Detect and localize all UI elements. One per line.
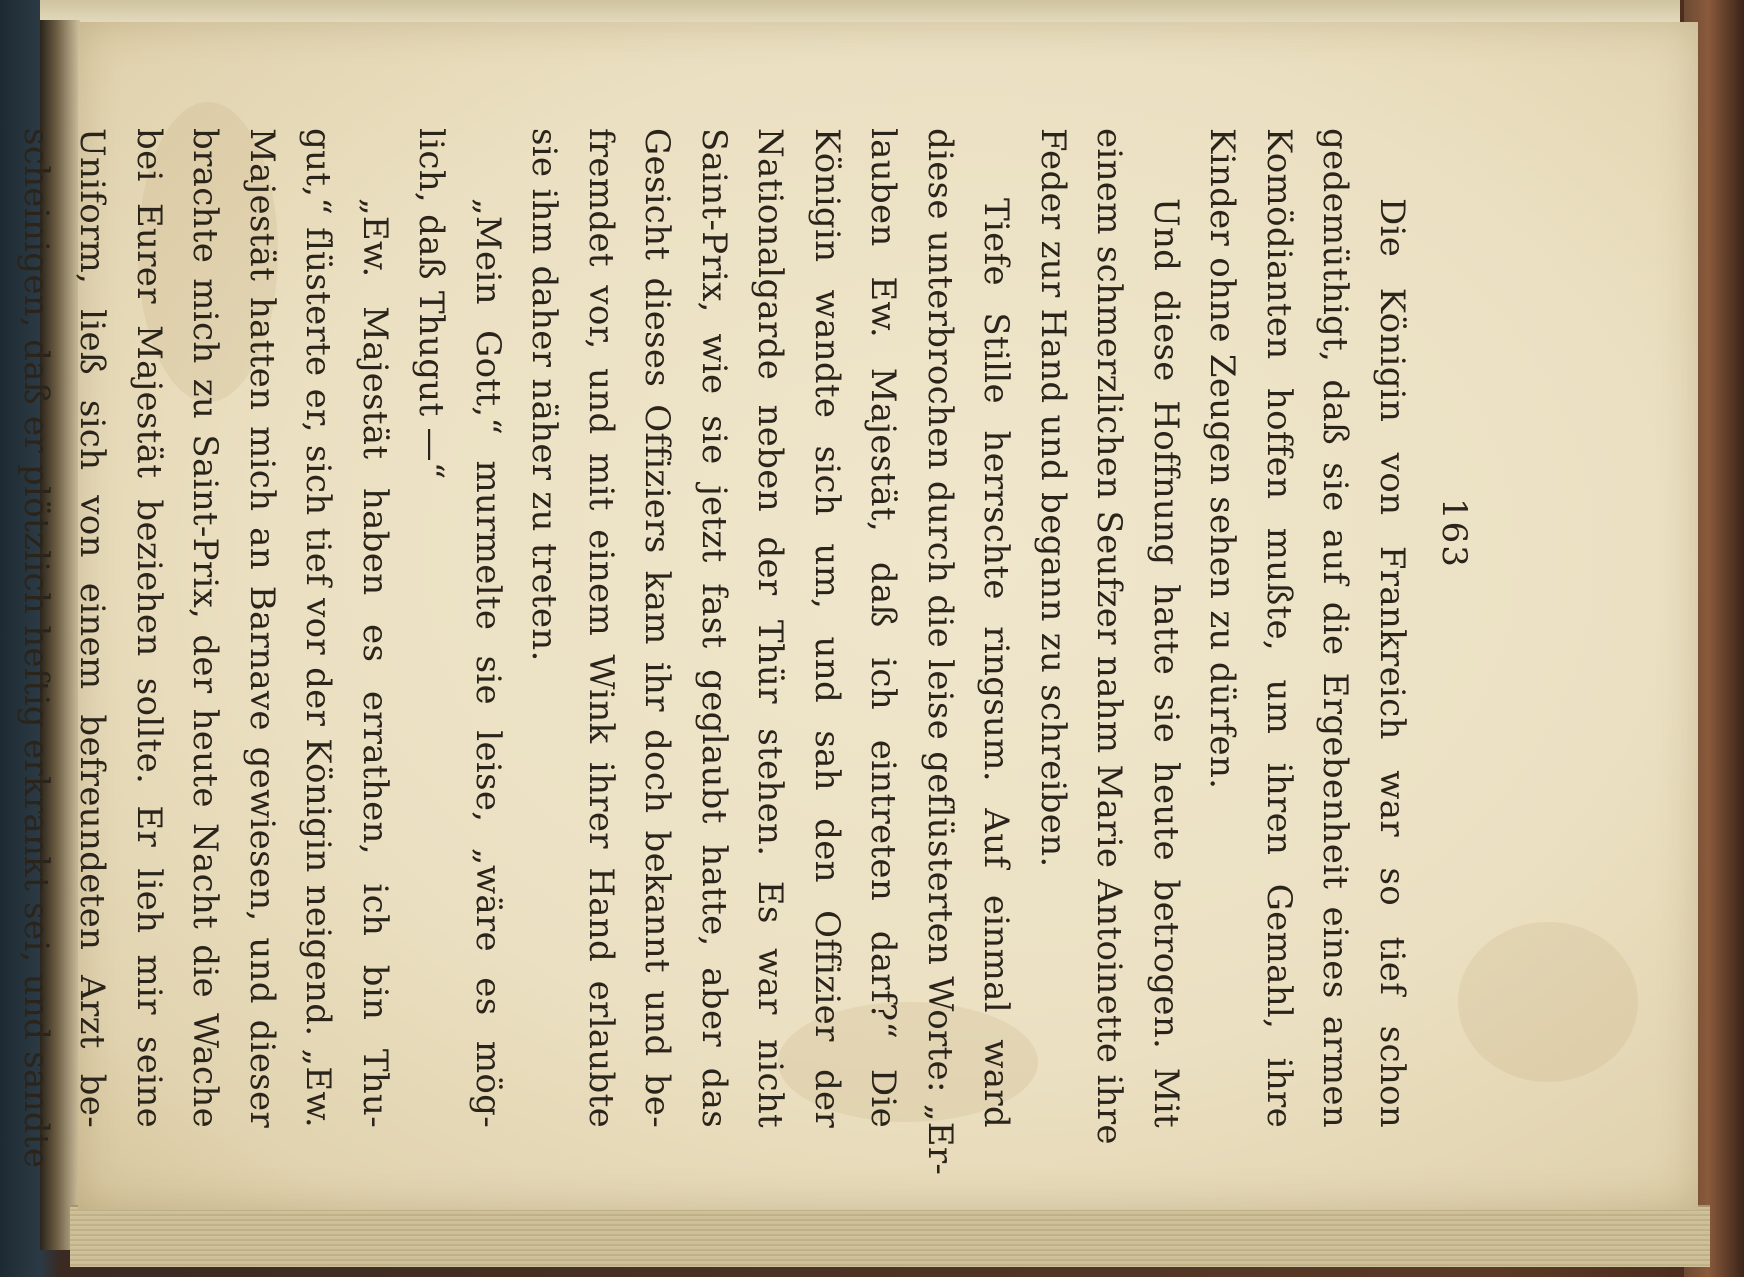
text-line: bei Eurer Majestät beziehen sollte. Er lieh mir seine [129, 128, 169, 1128]
text-line: Feder zur Hand und begann zu schreiben. [1033, 128, 1073, 868]
text-line: Königin wandte sich um, und sah den Offizier der [807, 128, 847, 1128]
text-line: sie ihm daher näher zu treten. [524, 128, 565, 662]
text-line: Tiefe Stille herrschte ringsum. Auf einmal ward [976, 198, 1017, 1128]
text-line: Uniform, ließ sich von einem befreundeten Arzt be- [72, 128, 113, 1128]
text-line: „Ew. Majestät haben es errathen, ich bin Thu- [355, 198, 395, 1128]
text-line: Komödianten hoffen mußte, um ihren Gemahl, ihre [1259, 128, 1299, 1128]
text-line: Nationalgarde neben der Thür stehen. Es war nicht [750, 128, 791, 1128]
text-line: fremdet vor, und mit einem Wink ihrer Hand erlaubte [581, 128, 621, 1128]
text-line: Gesicht dieses Offiziers kam ihr doch bekannt und be- [637, 128, 678, 1128]
printed-text-block [16, 128, 1482, 1176]
text-line: gedemüthigt, daß sie auf die Ergebenheit eines armen [1315, 128, 1356, 1128]
text-line: Majestät hatten mich an Barnave gewiesen, und dieser [242, 128, 282, 1128]
paper-stain [1458, 922, 1638, 1082]
text-line: lauben Ew. Majestät, daß ich eintreten darf?“ Die [863, 128, 904, 1128]
text-line: einem schmerzlichen Seufzer nahm Marie Antoinette ihre [1089, 128, 1130, 1145]
text-line: Kinder ohne Zeugen sehen zu dürfen. [1202, 128, 1243, 790]
text-line: Und diese Hoffnung hatte sie heute betrogen. Mit [1146, 198, 1186, 1128]
text-line: gut,“ flüsterte er, sich tief vor der Königin neigend. „Ew. [298, 128, 339, 1128]
text-line: scheinigen, daß er plötzlich heftig erkrankt sei, und sandte [16, 128, 56, 1169]
text-line: brachte mich zu Saint-Prix, der heute Nacht die Wache [185, 128, 226, 1128]
text-line: lich, daß Thugut —“ [411, 128, 452, 480]
body-text [8, 128, 1421, 1176]
text-line: „Mein Gott,“ murmelte sie leise, „wäre es mög- [468, 198, 508, 1128]
text-line: Saint-Prix, wie sie jetzt fast geglaubt hatte, aber das [694, 128, 734, 1128]
text-line: diese unterbrochen durch die leise geflüsterten Worte: „Er- [920, 128, 960, 1176]
page-number: 163 [1434, 498, 1474, 569]
page-stack-edges [70, 1205, 1710, 1267]
text-line: Die Königin von Frankreich war so tief schon [1372, 198, 1412, 1128]
